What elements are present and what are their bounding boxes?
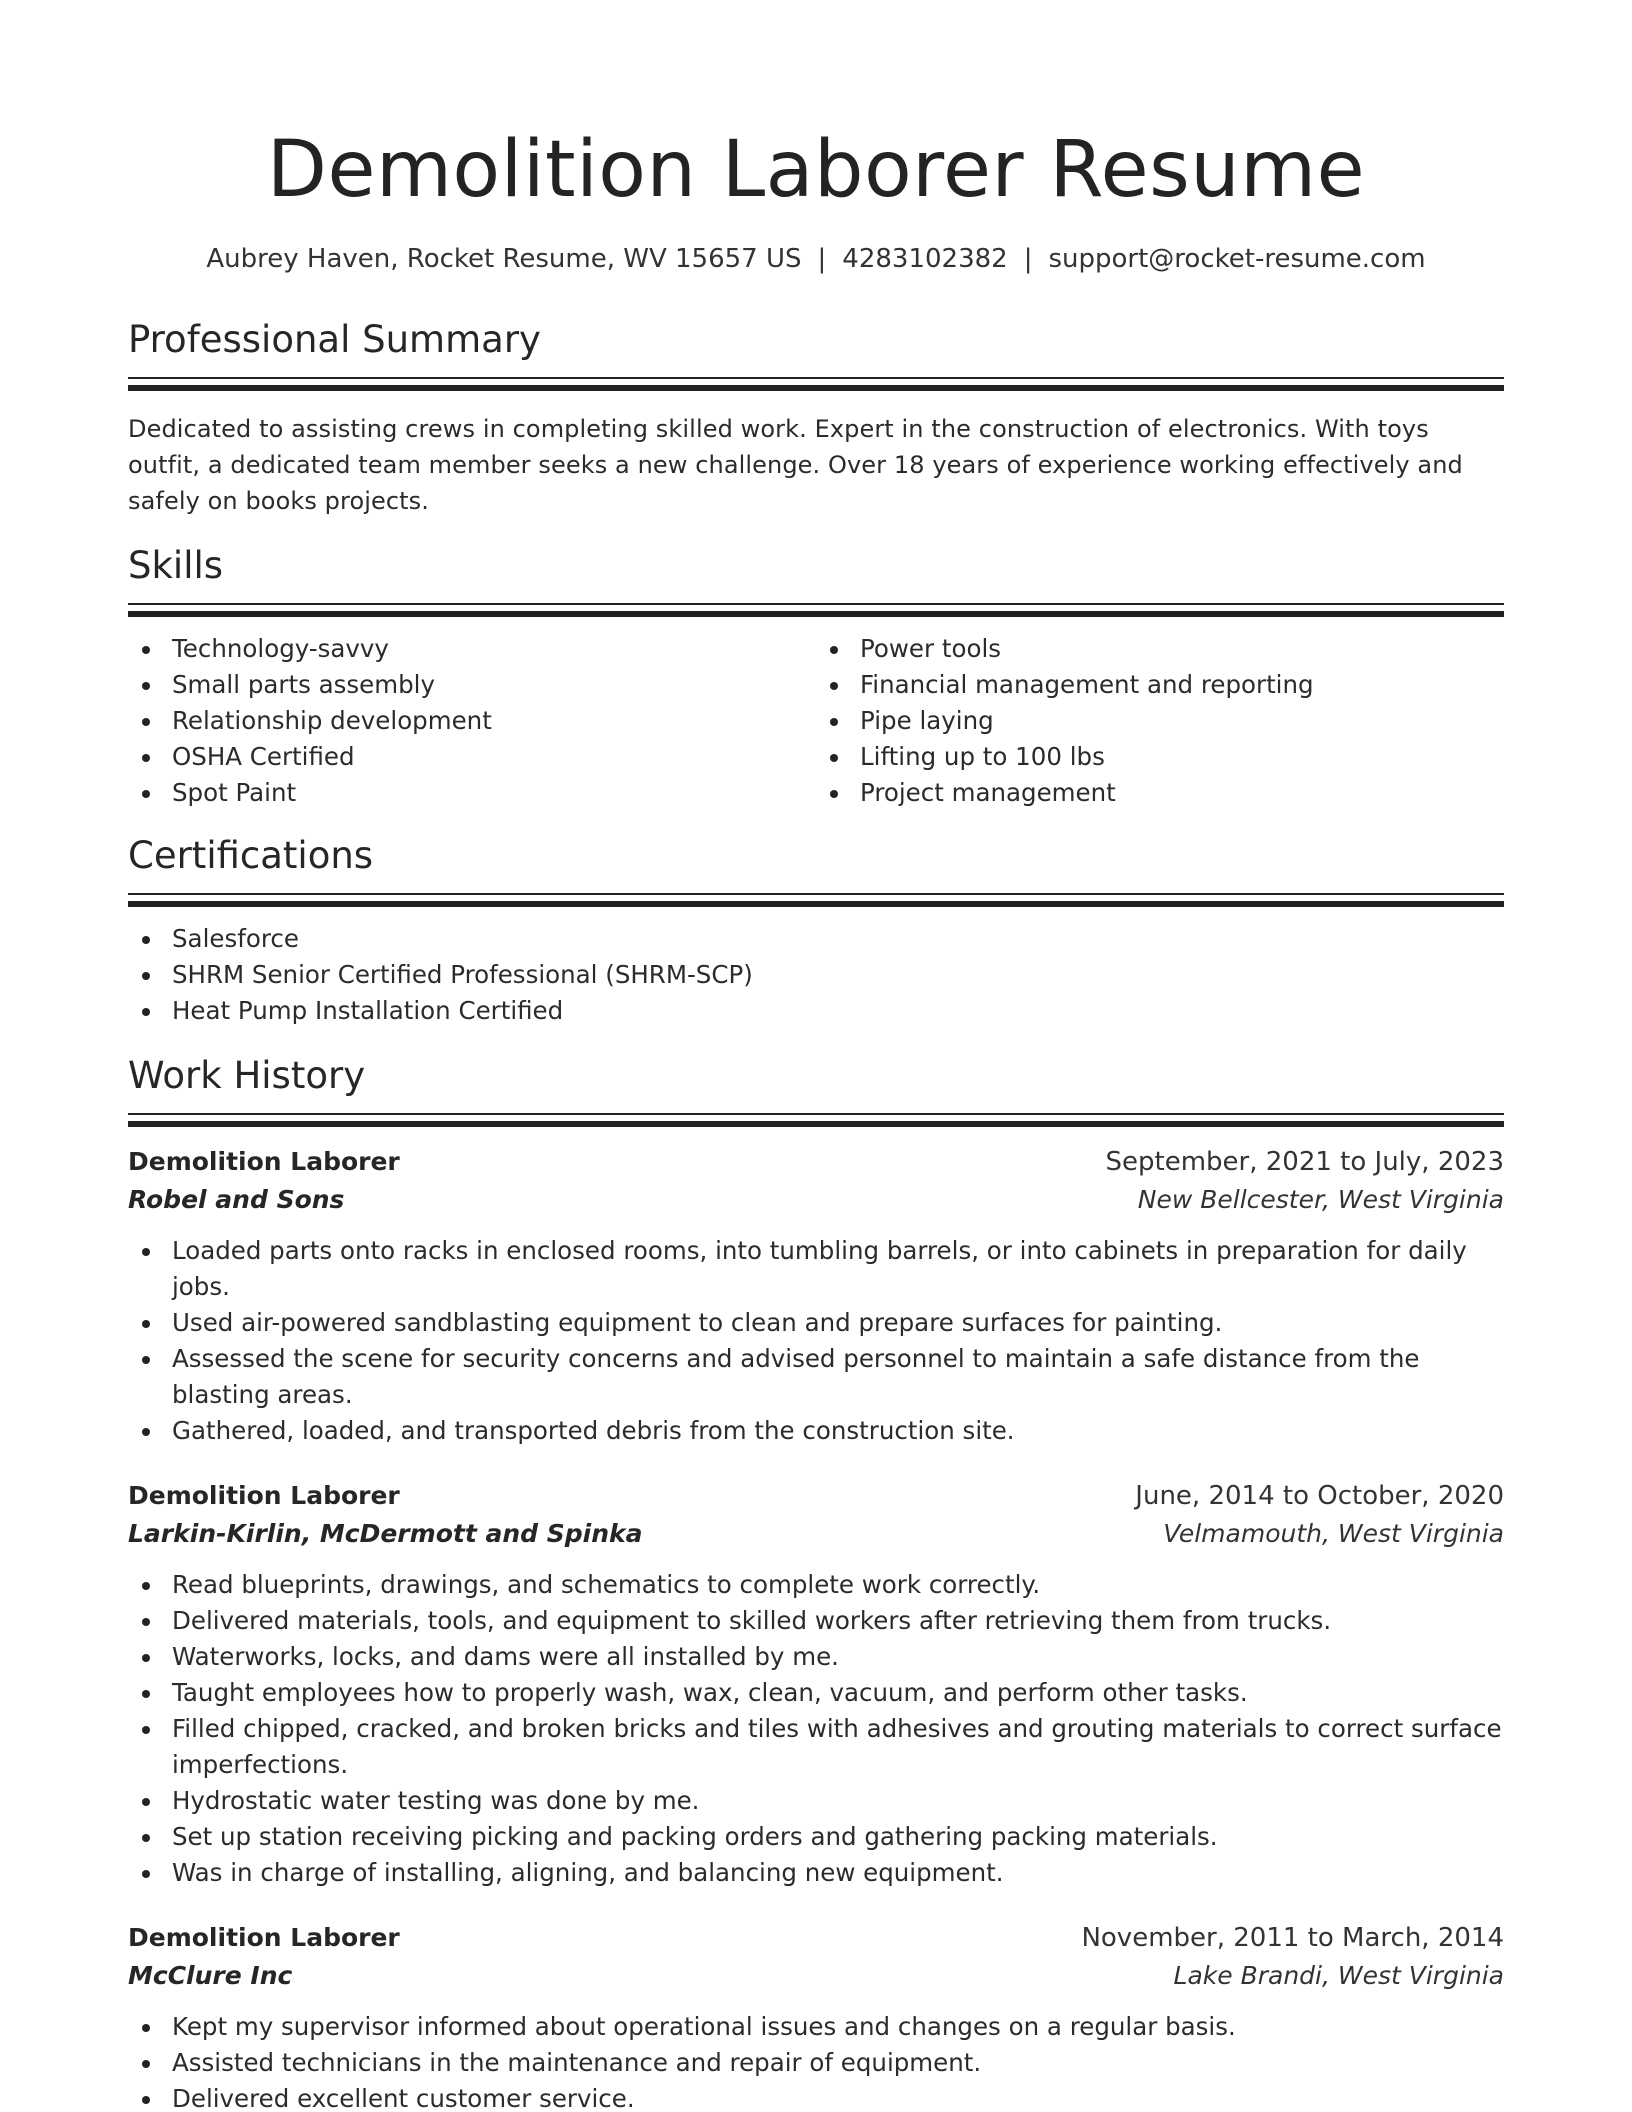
job-company: McClure Inc bbox=[128, 1961, 293, 1990]
job-duty: Assessed the scene for security concerns and advised personnel to maintain a safe distance from the blasting areas. bbox=[128, 1341, 1504, 1413]
skill-item: Financial management and reporting bbox=[816, 667, 1504, 703]
skill-item: Technology-savvy bbox=[128, 631, 816, 667]
job-duties-list bbox=[128, 1233, 1504, 1449]
skill-item: Relationship development bbox=[128, 703, 816, 739]
section-divider bbox=[128, 603, 1504, 617]
skills-list-right bbox=[816, 631, 1504, 811]
job-location: New Bellcester, West Virginia bbox=[1137, 1185, 1504, 1214]
skill-item: Small parts assembly bbox=[128, 667, 816, 703]
section-title-work-history: Work History bbox=[128, 1054, 366, 1097]
summary-section bbox=[128, 315, 1504, 519]
certification-item: Heat Pump Installation Certified bbox=[128, 993, 1504, 1029]
job-duty: Gathered, loaded, and transported debris from the construction site. bbox=[128, 1413, 1504, 1449]
job-title: Demolition Laborer bbox=[128, 1923, 400, 1952]
job-title: Demolition Laborer bbox=[128, 1147, 400, 1176]
job-duty: Taught employees how to properly wash, wax, clean, vacuum, and perform other tasks. bbox=[128, 1675, 1504, 1711]
job-duty: Was in charge of installing, aligning, and balancing new equipment. bbox=[128, 1855, 1504, 1891]
job-title: Demolition Laborer bbox=[128, 1481, 400, 1510]
skill-item: OSHA Certified bbox=[128, 739, 816, 775]
contact-phone: 4283102382 bbox=[842, 244, 1008, 274]
contact-address: Aubrey Haven, Rocket Resume, WV 15657 US bbox=[206, 244, 802, 274]
job-duty: Assisted technicians in the maintenance and repair of equipment. bbox=[128, 2045, 1504, 2081]
section-title-skills: Skills bbox=[128, 544, 224, 587]
job-header-row bbox=[128, 1919, 1504, 1957]
contact-line bbox=[128, 241, 1504, 277]
job-header-row bbox=[128, 1477, 1504, 1515]
job-dates: June, 2014 to October, 2020 bbox=[1135, 1481, 1504, 1511]
job-duty: Delivered excellent customer service. bbox=[128, 2081, 1504, 2112]
section-title-certifications: Certifications bbox=[128, 834, 374, 877]
job-company-row bbox=[128, 1515, 1504, 1553]
skill-item: Lifting up to 100 lbs bbox=[816, 739, 1504, 775]
job-duty: Set up station receiving picking and packing orders and gathering packing materials. bbox=[128, 1819, 1504, 1855]
job-duty: Kept my supervisor informed about operational issues and changes on a regular basis. bbox=[128, 2009, 1504, 2045]
job-duty: Loaded parts onto racks in enclosed rooms, into tumbling barrels, or into cabinets in preparation for daily jobs. bbox=[128, 1233, 1504, 1305]
contact-email: support@rocket-resume.com bbox=[1048, 244, 1426, 274]
job-company: Larkin-Kirlin, McDermott and Spinka bbox=[128, 1519, 643, 1548]
job-location: Lake Brandi, West Virginia bbox=[1173, 1961, 1504, 1990]
resume-title: Demolition Laborer Resume bbox=[266, 125, 1366, 215]
skill-item: Power tools bbox=[816, 631, 1504, 667]
section-divider bbox=[128, 1113, 1504, 1127]
certification-item: SHRM Senior Certified Professional (SHRM-SCP) bbox=[128, 957, 1504, 993]
contact-separator: | bbox=[817, 244, 827, 274]
skill-item: Pipe laying bbox=[816, 703, 1504, 739]
skills-section bbox=[128, 541, 1504, 811]
skill-item: Spot Paint bbox=[128, 775, 816, 811]
job-entry bbox=[128, 1477, 1504, 1891]
job-duties-list bbox=[128, 1567, 1504, 1891]
job-header-row bbox=[128, 1143, 1504, 1181]
certification-item: Salesforce bbox=[128, 921, 1504, 957]
job-duty: Read blueprints, drawings, and schematics to complete work correctly. bbox=[128, 1567, 1504, 1603]
job-location: Velmamouth, West Virginia bbox=[1163, 1519, 1504, 1548]
job-entry bbox=[128, 1919, 1504, 2112]
section-divider bbox=[128, 377, 1504, 391]
section-title-summary: Professional Summary bbox=[128, 318, 541, 361]
skills-list-left bbox=[128, 631, 816, 811]
job-entry bbox=[128, 1143, 1504, 1449]
skills-columns bbox=[128, 631, 1504, 811]
contact-separator: | bbox=[1023, 244, 1033, 274]
job-company-row bbox=[128, 1957, 1504, 1995]
job-dates: November, 2011 to March, 2014 bbox=[1081, 1923, 1504, 1953]
work-history-section bbox=[128, 1051, 1504, 2112]
job-duty: Waterworks, locks, and dams were all installed by me. bbox=[128, 1639, 1504, 1675]
job-duties-list bbox=[128, 2009, 1504, 2112]
job-duty: Filled chipped, cracked, and broken bricks and tiles with adhesives and grouting materials to correct surface imperfections. bbox=[128, 1711, 1504, 1783]
skill-item: Project management bbox=[816, 775, 1504, 811]
job-company: Robel and Sons bbox=[128, 1185, 345, 1214]
certifications-list bbox=[128, 921, 1504, 1029]
job-company-row bbox=[128, 1181, 1504, 1219]
section-divider bbox=[128, 893, 1504, 907]
job-duty: Used air-powered sandblasting equipment to clean and prepare surfaces for painting. bbox=[128, 1305, 1504, 1341]
summary-text: Dedicated to assisting crews in completing skilled work. Expert in the construction of electronics. With toys outfit, a dedicated team member seeks a new challenge. Over 18 years of experience working effectively and safely on books projects. bbox=[128, 415, 1463, 515]
job-dates: September, 2021 to July, 2023 bbox=[1105, 1147, 1504, 1177]
certifications-section bbox=[128, 831, 1504, 1029]
job-duty: Delivered materials, tools, and equipment to skilled workers after retrieving them from trucks. bbox=[128, 1603, 1504, 1639]
job-duty: Hydrostatic water testing was done by me. bbox=[128, 1783, 1504, 1819]
